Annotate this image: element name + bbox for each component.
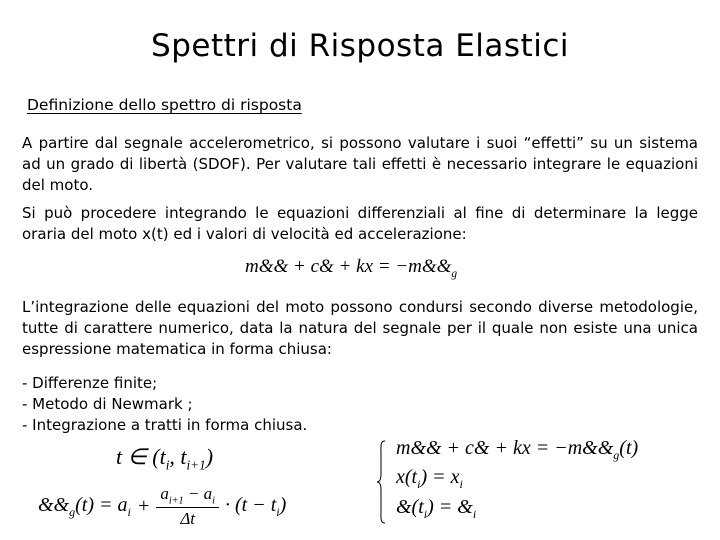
methods-list bbox=[22, 373, 307, 436]
paragraph-intro: A partire dal segnale accelerometrico, si possono valutare i suoi “effetti” su un sistema ad un grado di libertà (SDOF). Per valutare tali effetti è necessario integrare le equazioni del moto. bbox=[22, 134, 698, 194]
section-heading: Definizione dello spettro di risposta bbox=[27, 96, 302, 114]
system-brace-icon bbox=[376, 440, 386, 524]
list-item: - Differenze finite; bbox=[22, 374, 158, 392]
system-initial-velocity: $\&(t_i)$ = $\&_i$ bbox=[396, 496, 477, 521]
slide-title: Spettri di Risposta Elastici bbox=[151, 28, 569, 64]
system-equation-motion: m&& + c& + kx = $-m\&\&_g(t)$ bbox=[396, 437, 639, 462]
fraction-denominator: Δt bbox=[180, 509, 196, 529]
list-item: - Metodo di Newmark ; bbox=[22, 395, 193, 413]
list-item: - Integrazione a tratti in forma chiusa. bbox=[22, 416, 308, 434]
equation-of-motion: m&& + c& + kx = $-m\&\&_g$ bbox=[245, 256, 458, 280]
fraction-numerator: $a_{i+1} - a_i$ bbox=[156, 484, 219, 508]
equation-time-interval: t ∈ ($t_i$, $t_{i+1}$) bbox=[116, 444, 214, 473]
paragraph-methods: L’integrazione delle equazioni del moto possono condursi secondo diverse metodologie, tutte di carattere numerico, data la natura del segnale per il quale non esiste una unica espressione matematica in forma chiusa: bbox=[22, 298, 698, 358]
system-initial-displacement: $x(t_i) = x_i$ bbox=[396, 466, 463, 491]
paragraph-integration: Si può procedere integrando le equazioni differenziali al fine di determinare la legge oraria del moto x(t) ed i valori di velocità ed accelerazione: bbox=[22, 204, 698, 243]
fraction bbox=[156, 484, 219, 529]
equation-linear-acceleration: $\&\&_g(t) = a_i$ + $\frac{a_{i+1} - a_i}{\Delta t}$ · $(t - t_i)$ bbox=[38, 484, 287, 529]
